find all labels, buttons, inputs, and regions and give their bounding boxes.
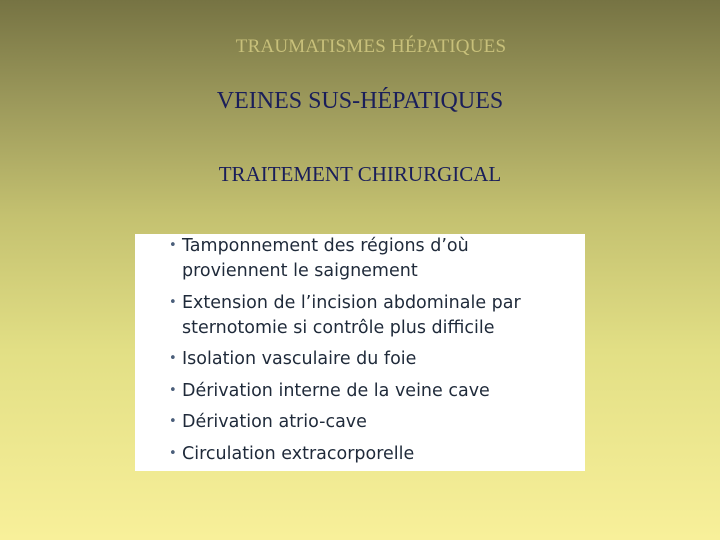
bullet-item xyxy=(169,347,577,372)
bullet-icon: • xyxy=(169,351,177,366)
bullet-text: Dérivation interne de la veine cave xyxy=(182,380,490,401)
bullet-icon: • xyxy=(169,382,177,398)
bullet-item xyxy=(169,379,577,404)
bullet-icon: • xyxy=(169,414,177,429)
bullet-icon: • xyxy=(169,238,177,253)
slide-subtitle: TRAITEMENT CHIRURGICAL xyxy=(218,162,502,186)
bullet-item xyxy=(169,442,577,467)
bullet-list xyxy=(169,234,577,467)
bullet-text: Isolation vasculaire du foie xyxy=(182,349,417,369)
bullet-text: Circulation extracorporelle xyxy=(182,443,415,464)
bullet-item xyxy=(169,410,577,435)
slide-title-main: VEINES SUS-HÉPATIQUES xyxy=(216,88,504,114)
slide-title-top: TRAUMATISMES HÉPATIQUES xyxy=(235,36,507,57)
bullet-item xyxy=(169,234,577,284)
bullet-text: Extension de l’incision abdominale par sternotomie si contrôle plus difficile xyxy=(182,292,521,338)
bullet-item xyxy=(169,291,577,341)
bullet-list-panel xyxy=(135,234,585,471)
bullet-icon: • xyxy=(169,294,177,310)
bullet-icon: • xyxy=(169,445,177,461)
bullet-text: Tamponnement des régions d’où proviennent le saignement xyxy=(182,236,469,281)
bullet-text: Dérivation atrio-cave xyxy=(182,412,367,432)
